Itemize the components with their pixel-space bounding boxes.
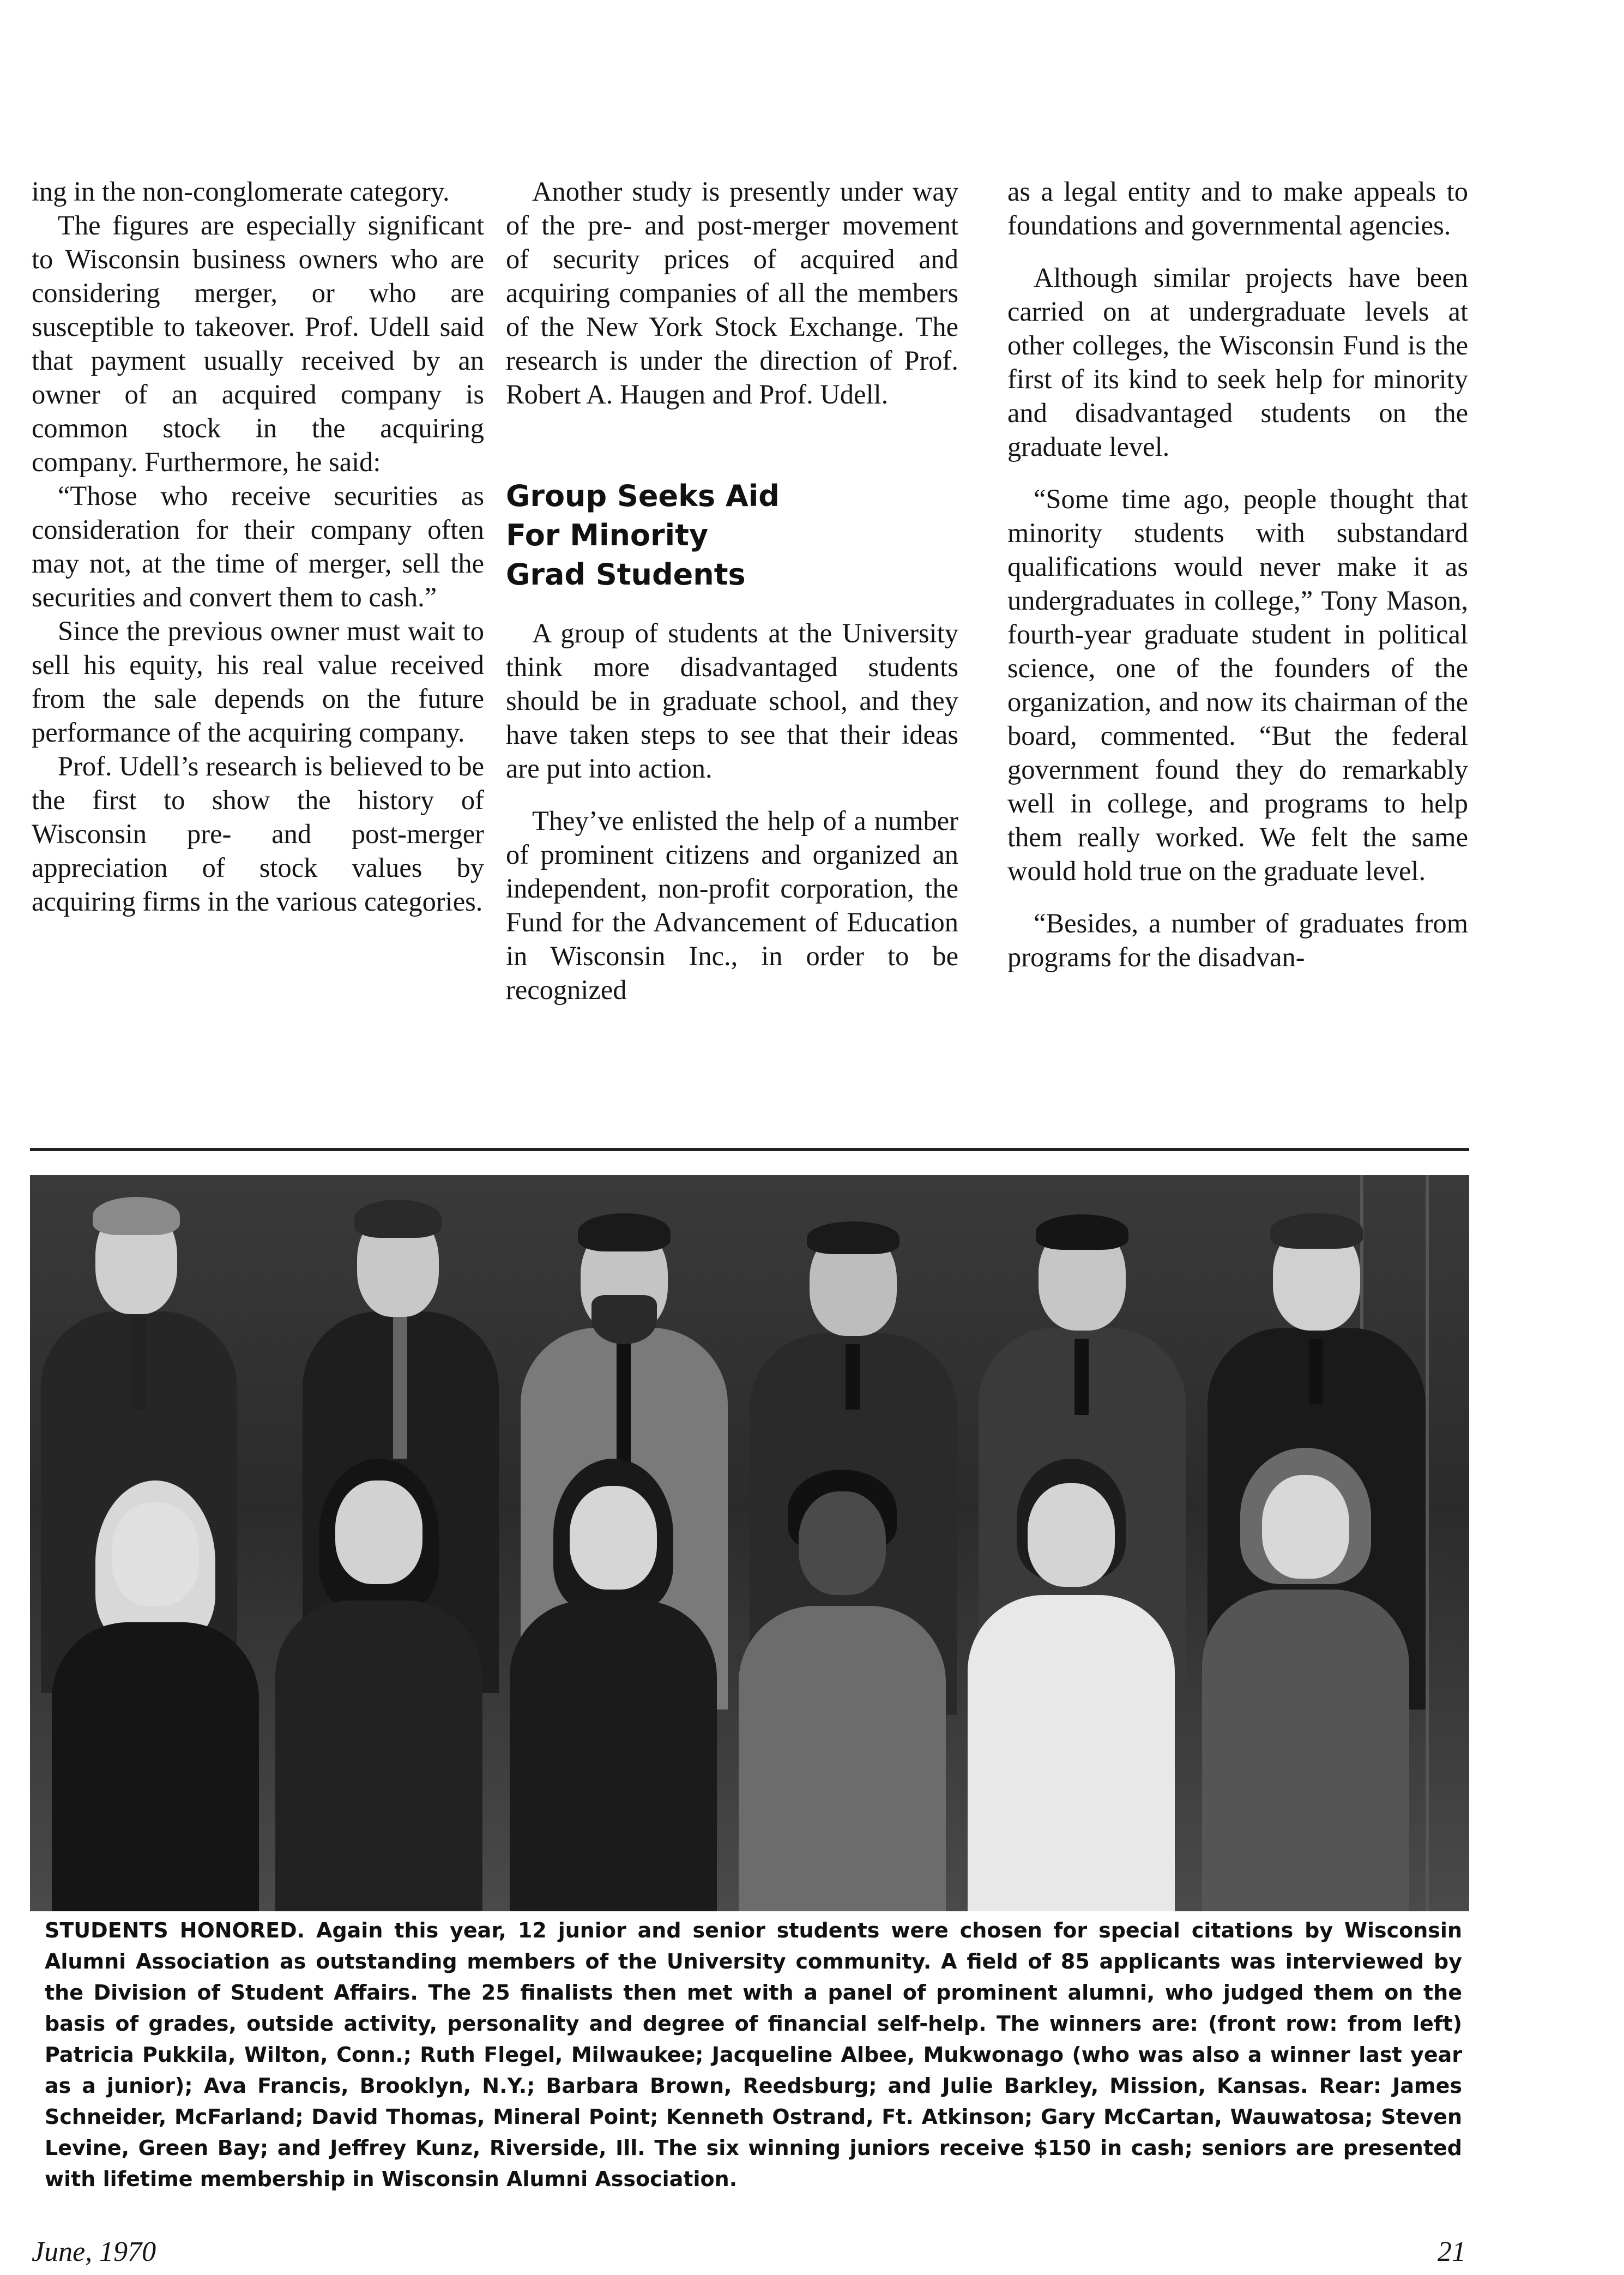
group-photo	[30, 1175, 1469, 1911]
headline-line: Group Seeks Aid	[506, 479, 780, 513]
section-divider	[30, 1148, 1469, 1151]
paragraph: Since the previous owner must wait to sell his equity, his real value received from the sale depends on the future performance of the acquiring company.	[32, 616, 484, 748]
paragraph: “Some time ago, people thought that minority students with substandard qualifications would never make it as undergraduates in college,” Tony Mason, fourth-year graduate student in political science, one of the founders of the organization, and now its chairman of the board, commented. “But the federal government found they do remarkably well in college, and programs to help them really worked. We felt the same would hold true on the graduate level.	[1007, 484, 1468, 886]
paragraph: Prof. Udell’s research is believed to be the first to show the history of Wisconsin pre- and post-merger appreciation of stock values by acquiring firms in the various categories.	[32, 751, 484, 917]
article-headline	[506, 477, 958, 594]
paragraph: Although similar projects have been carried on at undergraduate levels at other colleges, the Wisconsin Fund is the first of its kind to seek help for minority and disadvantaged students on the graduate level.	[1007, 262, 1468, 462]
paragraph: as a legal entity and to make appeals to foundations and governmental agencies.	[1007, 176, 1468, 240]
article-column-1	[32, 174, 484, 918]
paragraph: They’ve enlisted the help of a number of prominent citizens and organized an independent, non-profit corporation, the Fund for the Advancement of Education in Wisconsin Inc., in order to be recognized	[506, 805, 958, 1005]
front-row-person	[1186, 1448, 1426, 1911]
paragraph: Another study is presently under way of the pre- and post-merger movement of security prices of acquired and acquiring companies of all the members of the New York Stock Exchange. The research is under the direction of Prof. Robert A. Haugen and Prof. Udell.	[506, 176, 958, 410]
front-row-person	[499, 1459, 728, 1911]
front-row-person	[259, 1459, 499, 1911]
paragraph: “Besides, a number of graduates from programs for the disadvan-	[1007, 908, 1468, 972]
article-column-3	[1007, 174, 1468, 974]
article-column-2	[506, 174, 958, 1007]
issue-date: June, 1970	[32, 2236, 156, 2267]
front-row-person	[41, 1480, 270, 1911]
front-row-person	[728, 1470, 957, 1911]
photo-caption: STUDENTS HONORED. Again this year, 12 junior and senior students were chosen for special citations by Wisconsin Alumni Association as outstanding members of the University community. A field of 85 applicants was interviewed by the Division of Student Affairs. The 25 finalists then met with a panel of prominent alumni, who judged them on the basis of grades, outside activity, personality and degree of financial self-help. The winners are: (front row: from left) Patricia Pukkila, Wilton, Conn.; Ruth Flegel, Milwaukee; Jacqueline Albee, Mukwonago (who was also a winner last year as a junior); Ava Francis, Brooklyn, N.Y.; Barbara Brown, Reedsburg; and Julie Barkley, Mission, Kansas. Rear: James Schneider, McFarland; David Thomas, Mineral Point; Kenneth Ostrand, Ft. Atkinson; Gary McCartan, Wauwatosa; Steven Levine, Green Bay; and Jeffrey Kunz, Riverside, Ill. The six winning juniors receive $150 in cash; seniors are presented with lifetime membership in Wisconsin Alumni Association.	[45, 1918, 1462, 2191]
headline-line: For Minority	[506, 518, 709, 552]
headline-line: Grad Students	[506, 557, 746, 592]
paragraph: ing in the non-conglomerate category.	[32, 176, 450, 207]
paragraph: The figures are especially significant to Wisconsin business owners who are considering merger, or who are susceptible to takeover. Prof. Udell said that payment usually received by an owner of an acquired company is common stock in the acquiring company. Furthermore, he said:	[32, 210, 484, 477]
paragraph: “Those who receive securities as consideration for their company often may not, at the time of merger, sell the securities and convert them to cash.”	[32, 480, 484, 612]
paragraph: A group of students at the University think more disadvantaged students should be in graduate school, and they have taken steps to see that their ideas are put into action.	[506, 618, 958, 784]
front-row-person	[957, 1459, 1186, 1911]
page-number: 21	[1438, 2236, 1466, 2267]
